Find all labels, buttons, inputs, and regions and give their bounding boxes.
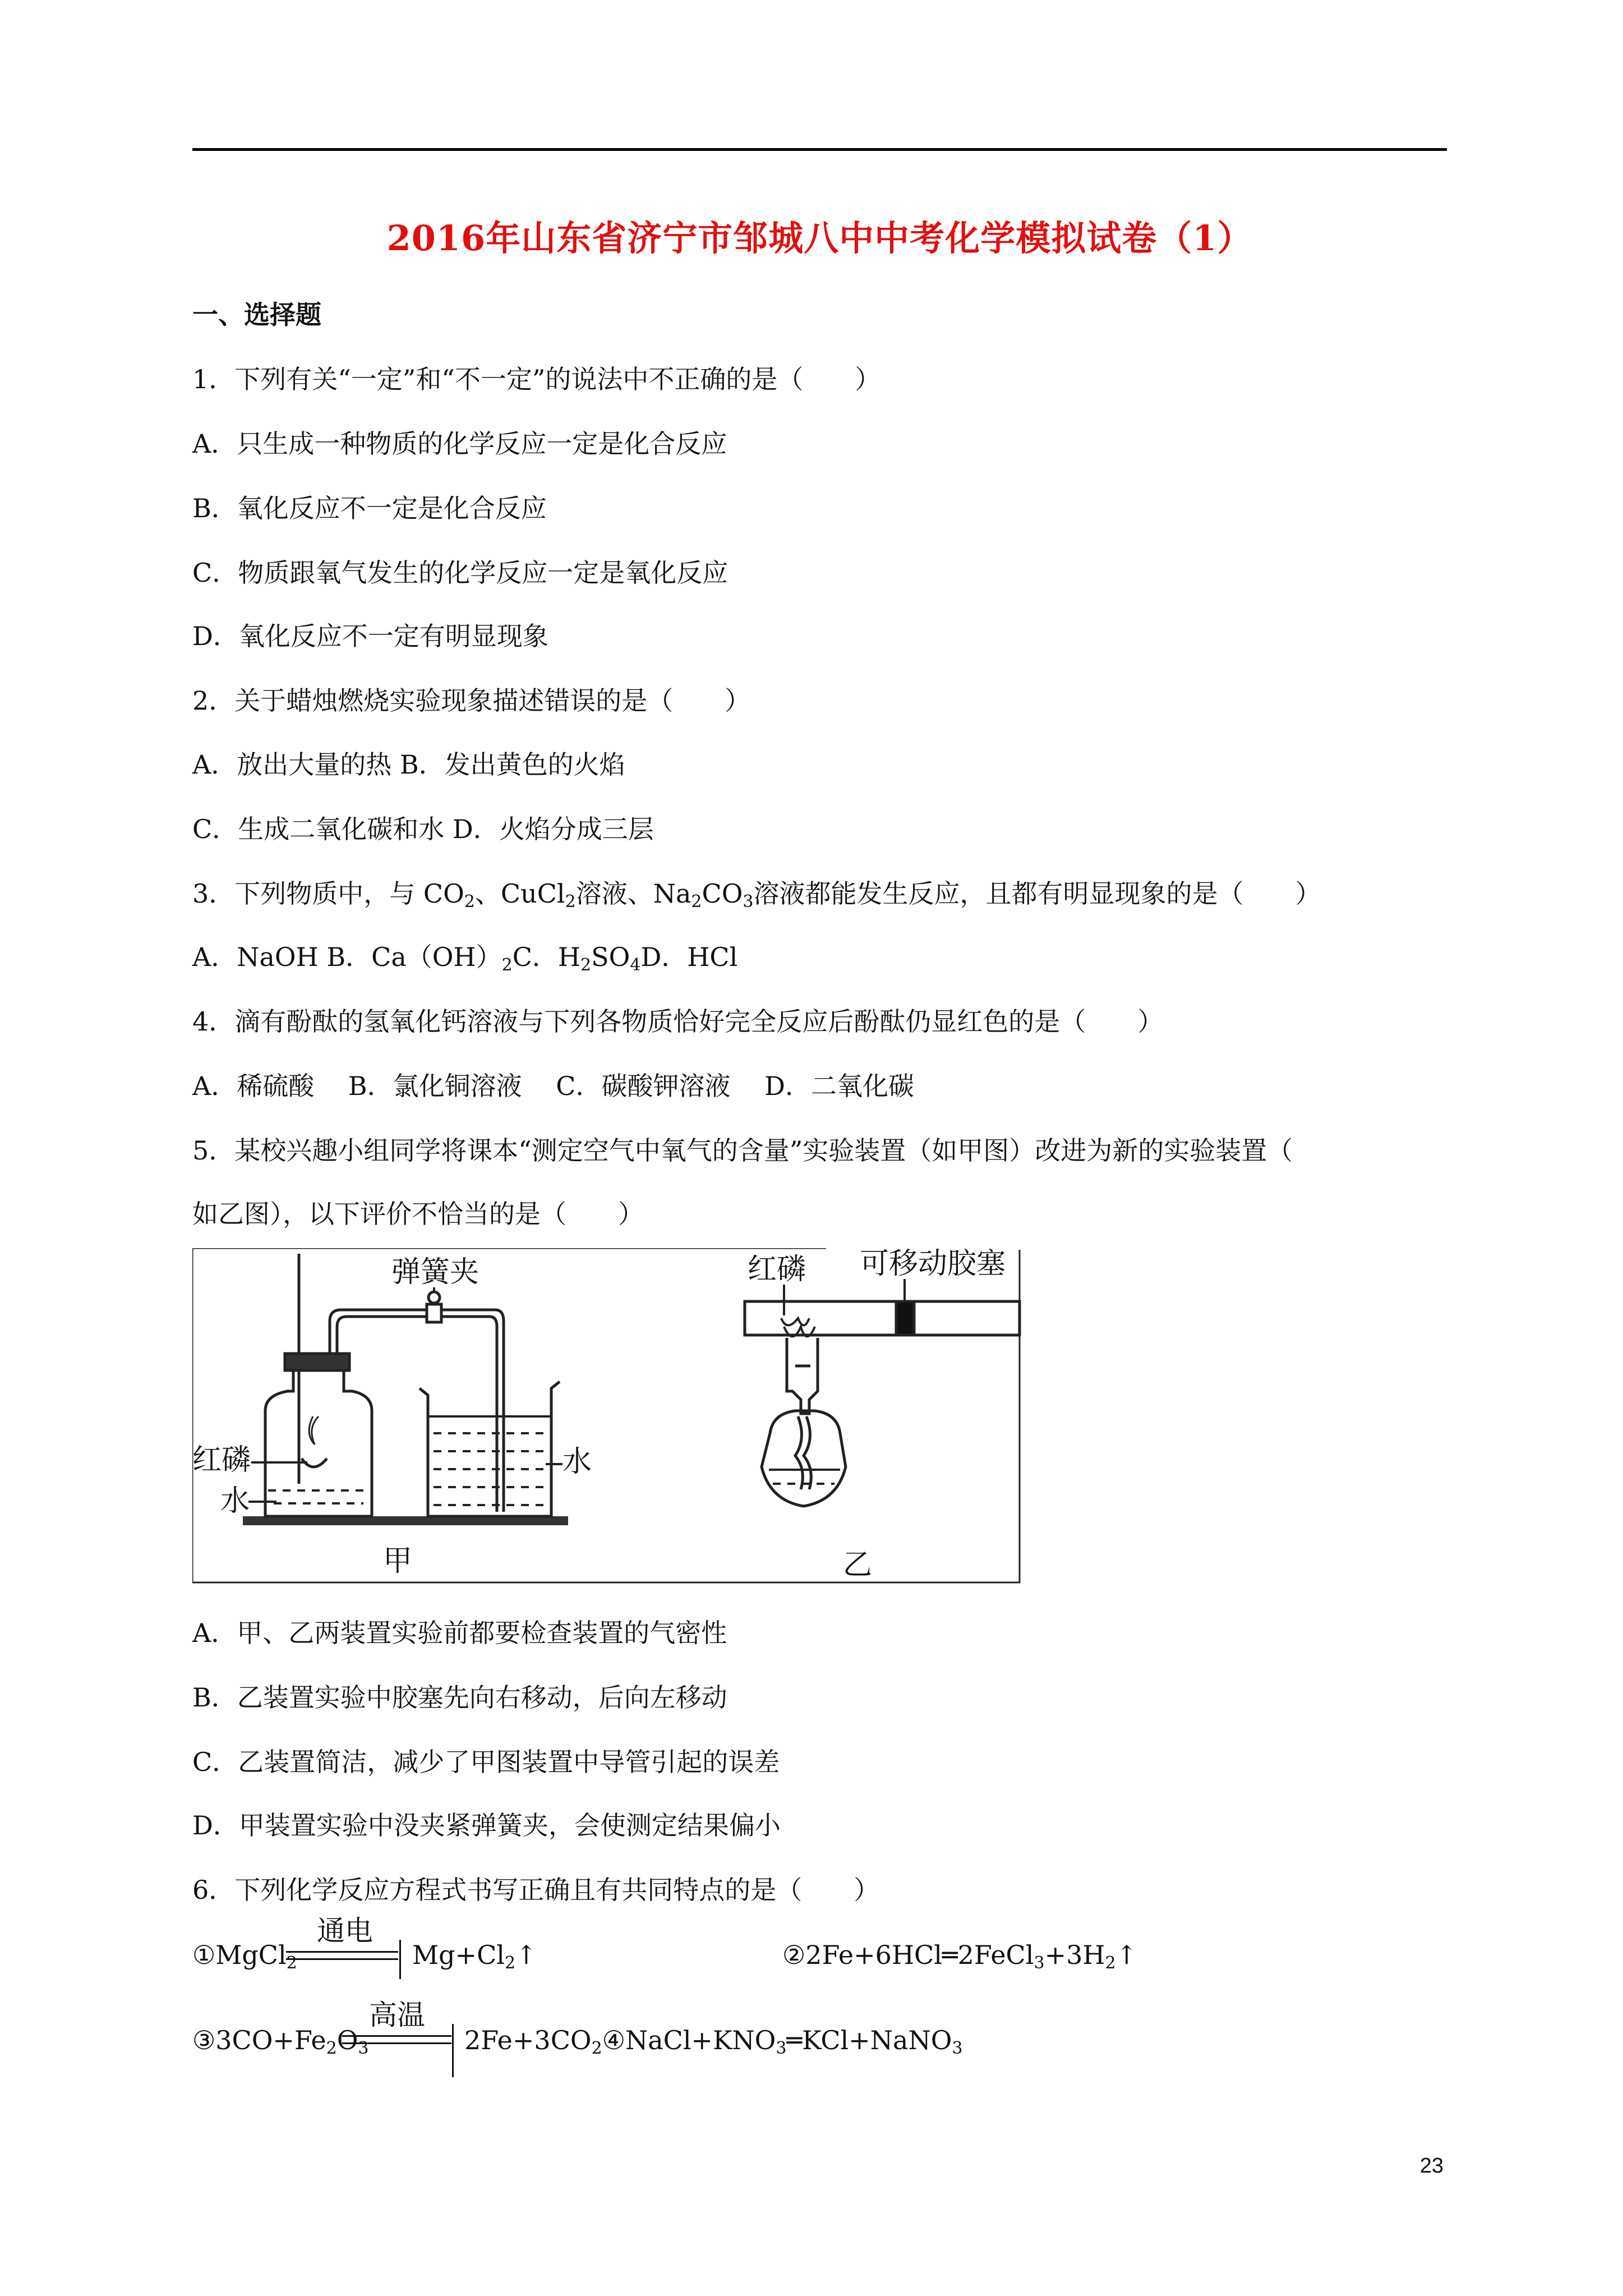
q1-option-d: D．氧化反应不一定有明显现象 xyxy=(192,621,548,651)
q5-option-b: B．乙装置实验中胶塞先向右移动，后向左移动 xyxy=(192,1682,727,1713)
q1-option-a: A．只生成一种物质的化学反应一定是化合反应 xyxy=(192,429,727,459)
q5-stem-line1: 5．某校兴趣小组同学将课本“测定空气中氧气的含量”实验装置（如甲图）改进为新的实验装置（ xyxy=(192,1135,1293,1166)
label-spring-clip: 弹簧夹 xyxy=(391,1255,479,1289)
equation-1-divider xyxy=(399,1940,401,1979)
label-water-left: 水 xyxy=(220,1484,250,1518)
sealed-tube-apparatus xyxy=(745,1301,1020,1506)
page-number: 23 xyxy=(1419,2154,1444,2178)
label-movable-stopper: 可移动胶塞 xyxy=(860,1248,1006,1281)
q2-options-cd: C．生成二氧化碳和水 D．火焰分成三层 xyxy=(192,814,654,844)
equation-3-divider xyxy=(452,2024,454,2077)
equation-1-equals xyxy=(286,1951,398,1960)
equation-3-right-and-4: $2Fe+3CO_2④NaCl+KNO_3═KCl+NaNO_3$ xyxy=(464,2025,963,2058)
q1-option-c: C．物质跟氧气发生的化学反应一定是氧化反应 xyxy=(192,558,728,588)
q6-stem: 6．下列化学反应方程式书写正确且有共同特点的是（ ） xyxy=(192,1875,880,1905)
q5-option-d: D．甲装置实验中没夹紧弹簧夹，会使测定结果偏小 xyxy=(192,1810,781,1841)
equation-3-condition: 高温 xyxy=(369,1999,425,2031)
q4-stem: 4．滴有酚酞的氢氧化钙溶液与下列各物质恰好完全反应后酚酞仍显红色的是（ ） xyxy=(192,1006,1164,1037)
section-heading: 一、选择题 xyxy=(192,300,321,330)
q4-options: A．稀硫酸 B．氯化铜溶液 C．碳酸钾溶液 D．二氧化碳 xyxy=(192,1071,914,1101)
equation-1-left: ①MgCl$_2$ xyxy=(192,1940,297,1973)
equation-3-equals xyxy=(342,2035,451,2044)
header-rule xyxy=(192,148,1447,151)
equation-1-right: $Mg+Cl_2↑$ xyxy=(412,1940,537,1973)
q5-option-a: A．甲、乙两装置实验前都要检查装置的气密性 xyxy=(192,1618,727,1648)
label-red-phosphorus-left: 红磷 xyxy=(192,1443,251,1477)
equation-1-condition: 通电 xyxy=(317,1915,373,1947)
label-jia: 甲 xyxy=(383,1544,413,1578)
label-water-right: 水 xyxy=(562,1445,592,1479)
glass-tube xyxy=(330,1292,504,1512)
page-title: 2016年山东省济宁市邹城八中中考化学模拟试卷（1） xyxy=(386,218,1253,259)
label-red-phosphorus-right: 红磷 xyxy=(748,1253,806,1286)
q5-option-c: C．乙装置简洁，减少了甲图装置中导管引起的误差 xyxy=(192,1747,780,1777)
apparatus-figure xyxy=(192,1248,1022,1587)
q5-stem-line2: 如乙图），以下评价不恰当的是（ ） xyxy=(192,1199,644,1229)
q3-stem: 3．下列物质中，与 $CO_2$、CuCl$_2$溶液、$Na_2CO_3$溶液都能发生反应，且都有明显现象的是（ ） xyxy=(192,878,1321,912)
q1-stem: 1．下列有关“一定”和“不一定”的说法中不正确的是（ ） xyxy=(192,364,881,394)
q3-options: A．NaOH B．$Ca(OH)_2C$．$H_2SO_4D$．HCl xyxy=(192,942,738,975)
beaker xyxy=(419,1382,560,1516)
q2-stem: 2．关于蜡烛燃烧实验现象描述错误的是（ ） xyxy=(192,685,751,716)
equation-3-left: $③3CO+Fe_2O_3$ xyxy=(192,2025,369,2058)
label-yi: 乙 xyxy=(843,1548,873,1582)
equation-2: $②2Fe+6HCl═2FeCl_3+3H_2↑$ xyxy=(782,1940,1138,1973)
jar-apparatus xyxy=(265,1254,372,1516)
q2-options-ab: A．放出大量的热 B．发出黄色的火焰 xyxy=(192,749,625,780)
q1-option-b: B．氧化反应不一定是化合反应 xyxy=(192,493,547,523)
